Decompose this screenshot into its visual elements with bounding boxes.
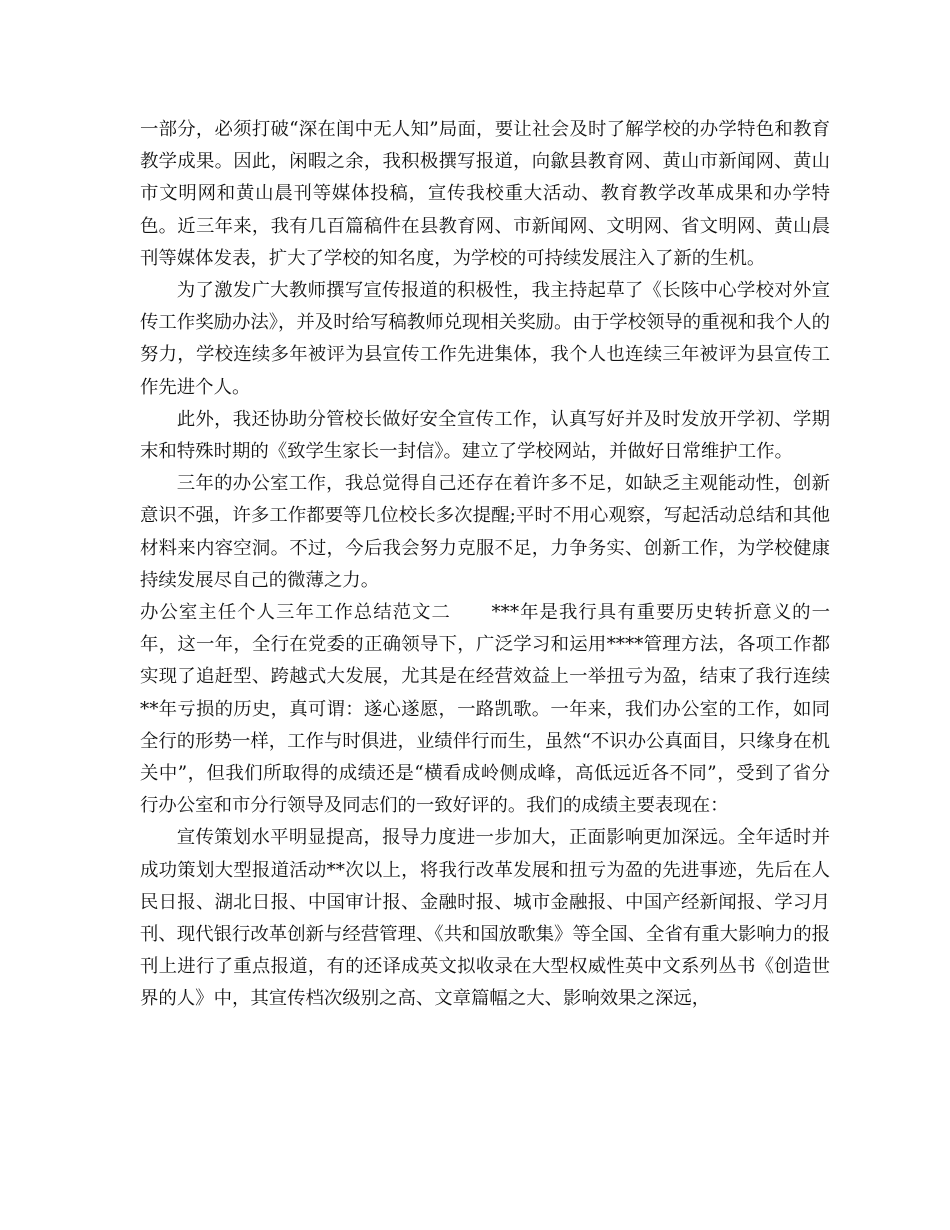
document-body	[140, 114, 830, 1016]
section-two-title: 办公室主任个人三年工作总结范文二	[140, 602, 451, 624]
paragraph-4: 三年的办公室工作，我总觉得自己还存在着许多不足，如缺乏主观能动性，创新意识不强，许多工作都要等几位校长多次提醒;平时不用心观察，写起活动总结和其他材料来内容空洞。不过，今后我会努力克服不足，力争务实、创新工作，为学校健康持续发展尽自己的微薄之力。	[140, 473, 830, 591]
paragraph-3: 此外，我还协助分管校长做好安全宣传工作，认真写好并及时发放开学初、学期末和特殊时期的《致学生家长一封信》。建立了学校网站，并做好日常维护工作。	[140, 408, 830, 463]
section-two-text: ***年是我行具有重要历史转折意义的一年，这一年，全行在党委的正确领导下，广泛学习和运用****管理方法，各项工作都实现了追赶型、跨越式大发展，尤其是在经营效益上一举扭亏为盈，结束了我行连续**年亏损的历史，真可谓：遂心遂愿，一路凯歌。一年来，我们办公室的工作，如同全行的形势一样，工作与时俱进，业绩伴行而生，虽然“不识办公真面目，只缘身在机关中”，但我们所取得的成绩还是“横看成岭侧成峰，高低远近各不同”，受到了省分行办公室和市分行领导及同志们的一致好评的。我们的成绩主要表现在：	[140, 602, 830, 817]
section-two-paragraph	[140, 597, 830, 822]
paragraph-2: 为了激发广大教师撰写宣传报道的积极性，我主持起草了《长陔中心学校对外宣传工作奖励办法》，并及时给写稿教师兑现相关奖励。由于学校领导的重视和我个人的努力，学校连续多年被评为县宣传工作先进集体，我个人也连续三年被评为县宣传工作先进个人。	[140, 280, 830, 398]
paragraph-1: 一部分，必须打破“深在闺中无人知”局面，要让社会及时了解学校的办学特色和教育教学成果。因此，闲暇之余，我积极撰写报道，向歙县教育网、黄山市新闻网、黄山市文明网和黄山晨刊等媒体投稿，宣传我校重大活动、教育教学改革成果和办学特色。近三年来，我有几百篇稿件在县教育网、市新闻网、文明网、省文明网、黄山晨刊等媒体发表，扩大了学校的知名度，为学校的可持续发展注入了新的生机。	[140, 119, 830, 269]
paragraph-6: 宣传策划水平明显提高，报导力度进一步加大，正面影响更加深远。全年适时并成功策划大型报道活动**次以上，将我行改革发展和扭亏为盈的先进事迹，先后在人民日报、湖北日报、中国审计报、金融时报、城市金融报、中国产经新闻报、学习月刊、现代银行改革创新与经营管理、《共和国放歌集》等全国、全省有重大影响力的报刊上进行了重点报道，有的还译成英文拟收录在大型权威性英中文系列丛书《创造世界的人》中，其宣传档次级别之高、文章篇幅之大、影响效果之深远，	[140, 827, 830, 1010]
